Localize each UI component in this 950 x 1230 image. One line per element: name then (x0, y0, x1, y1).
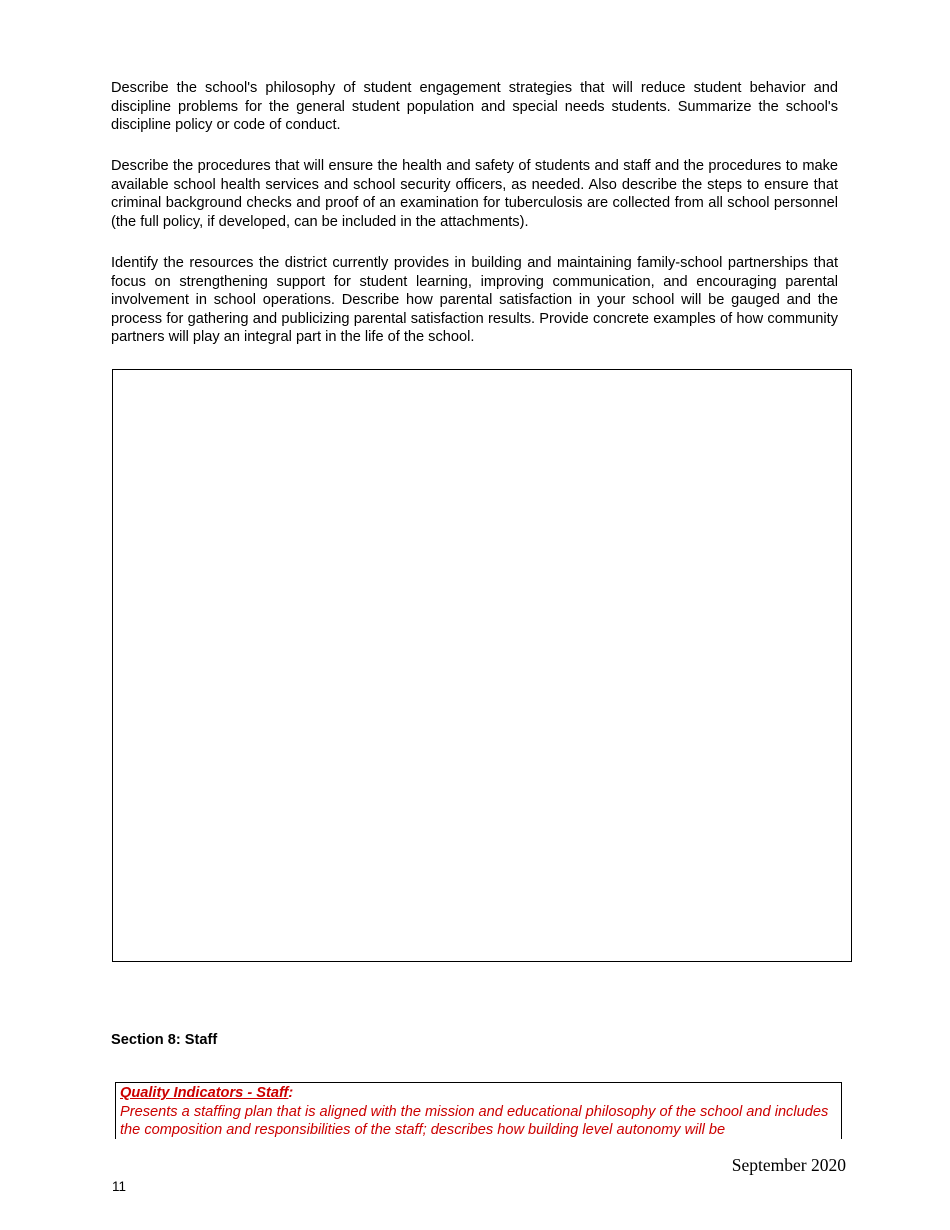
footer-date: September 2020 (731, 1155, 846, 1175)
paragraph-health-safety: Describe the procedures that will ensure the health and safety of students and staff and the procedures to make available school health services and school security officers, as needed. Also describe the steps to ensure that criminal background checks and proof of an examination for tuberculosis are collected from all school personnel (the full policy, if developed, can be included in the attachments). (111, 158, 838, 230)
quality-indicators-colon: : (288, 1085, 294, 1101)
quality-indicators-text: Presents a staffing plan that is aligned with the mission and educational philosophy of the school and includes the composition and responsibilities of the staff; describes how building level autonomy will be (120, 1103, 829, 1139)
quality-indicators-title: Quality Indicators - Staff (120, 1085, 289, 1101)
section-heading: Section 8: Staff (111, 1032, 218, 1048)
paragraph-family-partnerships: Identify the resources the district currently provides in building and maintaining family-school partnerships that focus on strengthening support for student learning, improving communication, and encouraging parental involvement in school operations. Describe how parental satisfaction in your school will be gauged and the process for gathering and publicizing parental satisfaction results. Provide concrete examples of how community partners will play an integral part in the life of the school. (111, 255, 838, 346)
quality-indicators-box (115, 1082, 842, 1139)
paragraph-discipline-philosophy: Describe the school's philosophy of student engagement strategies that will reduce student behavior and discipline problems for the general student population and special needs students. Summarize the school's discipline policy or code of conduct. (111, 80, 838, 134)
response-text-box[interactable] (112, 369, 852, 962)
page-number: 11 (112, 1179, 127, 1194)
